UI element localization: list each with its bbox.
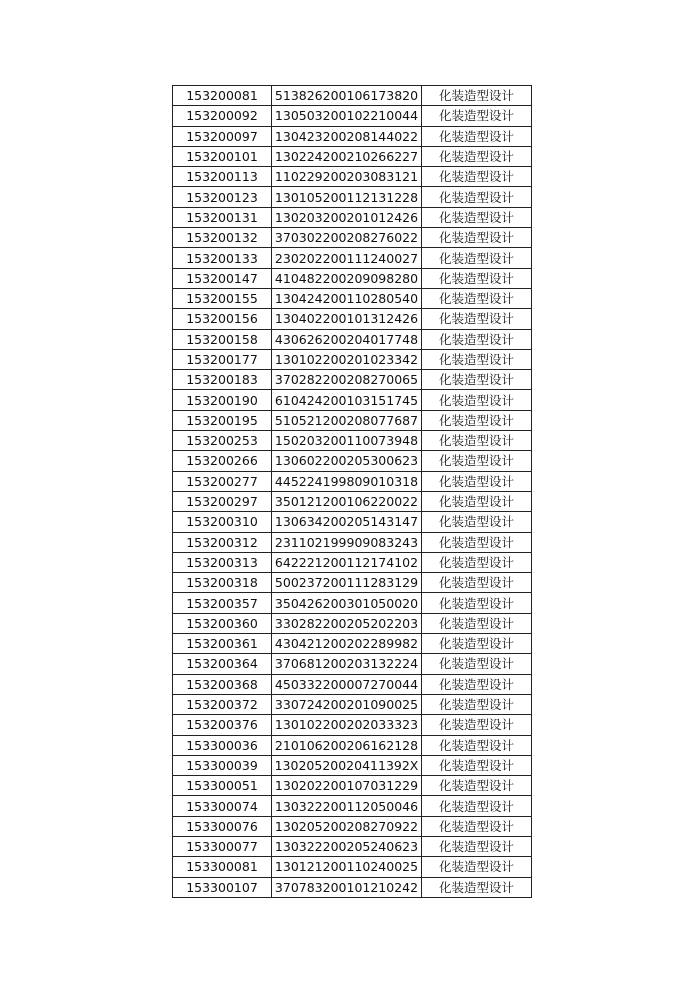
exam-number-cell: 153200372 — [173, 694, 272, 714]
table-row — [173, 207, 532, 227]
id-number-cell: 150203200110073948 — [272, 431, 422, 451]
id-number-cell: 350121200106220022 — [272, 491, 422, 511]
exam-number-cell: 153200360 — [173, 613, 272, 633]
major-cell: 化装造型设计 — [422, 390, 532, 410]
major-cell: 化装造型设计 — [422, 694, 532, 714]
table-row — [173, 288, 532, 308]
major-cell: 化装造型设计 — [422, 471, 532, 491]
major-cell: 化装造型设计 — [422, 431, 532, 451]
exam-number-cell: 153200101 — [173, 146, 272, 166]
table-row — [173, 715, 532, 735]
major-cell: 化装造型设计 — [422, 410, 532, 430]
major-cell: 化装造型设计 — [422, 329, 532, 349]
major-cell: 化装造型设计 — [422, 877, 532, 897]
major-cell: 化装造型设计 — [422, 674, 532, 694]
id-number-cell: 430421200202289982 — [272, 634, 422, 654]
exam-number-cell: 153200081 — [173, 86, 272, 106]
table-row — [173, 187, 532, 207]
table-row — [173, 370, 532, 390]
exam-number-cell: 153200297 — [173, 491, 272, 511]
table-row — [173, 410, 532, 430]
id-number-cell: 430626200204017748 — [272, 329, 422, 349]
id-number-cell: 130602200205300623 — [272, 451, 422, 471]
major-cell: 化装造型设计 — [422, 268, 532, 288]
table-row — [173, 613, 532, 633]
exam-number-cell: 153200183 — [173, 370, 272, 390]
id-number-cell: 130402200101312426 — [272, 309, 422, 329]
id-number-cell: 130322200112050046 — [272, 796, 422, 816]
table-row — [173, 593, 532, 613]
exam-number-cell: 153200147 — [173, 268, 272, 288]
exam-number-cell: 153200123 — [173, 187, 272, 207]
exam-number-cell: 153200195 — [173, 410, 272, 430]
major-cell: 化装造型设计 — [422, 593, 532, 613]
exam-number-cell: 153200277 — [173, 471, 272, 491]
exam-number-cell: 153200155 — [173, 288, 272, 308]
id-number-cell: 130224200210266227 — [272, 146, 422, 166]
table-row — [173, 634, 532, 654]
major-cell: 化装造型设计 — [422, 86, 532, 106]
major-cell: 化装造型设计 — [422, 613, 532, 633]
exam-number-cell: 153200132 — [173, 228, 272, 248]
exam-number-cell: 153200312 — [173, 532, 272, 552]
id-number-cell: 130102200202033323 — [272, 715, 422, 735]
exam-number-cell: 153300077 — [173, 836, 272, 856]
table-row — [173, 532, 532, 552]
table-row — [173, 857, 532, 877]
id-number-cell: 642221200112174102 — [272, 552, 422, 572]
exam-number-cell: 153200133 — [173, 248, 272, 268]
table-row — [173, 694, 532, 714]
table-row — [173, 228, 532, 248]
id-number-cell: 130423200208144022 — [272, 126, 422, 146]
table-row — [173, 573, 532, 593]
table-row — [173, 836, 532, 856]
major-cell: 化装造型设计 — [422, 187, 532, 207]
table-row — [173, 674, 532, 694]
id-number-cell: 330282200205202203 — [272, 613, 422, 633]
major-cell: 化装造型设计 — [422, 309, 532, 329]
major-cell: 化装造型设计 — [422, 207, 532, 227]
major-cell: 化装造型设计 — [422, 126, 532, 146]
major-cell: 化装造型设计 — [422, 796, 532, 816]
major-cell: 化装造型设计 — [422, 836, 532, 856]
major-cell: 化装造型设计 — [422, 167, 532, 187]
table-row — [173, 816, 532, 836]
exam-number-cell: 153200156 — [173, 309, 272, 329]
major-cell: 化装造型设计 — [422, 715, 532, 735]
major-cell: 化装造型设计 — [422, 573, 532, 593]
table-row — [173, 471, 532, 491]
table-row — [173, 106, 532, 126]
table-row — [173, 735, 532, 755]
roster-table-body — [173, 86, 532, 898]
major-cell: 化装造型设计 — [422, 248, 532, 268]
id-number-cell: 130424200110280540 — [272, 288, 422, 308]
major-cell: 化装造型设计 — [422, 349, 532, 369]
exam-number-cell: 153300039 — [173, 755, 272, 775]
table-row — [173, 776, 532, 796]
major-cell: 化装造型设计 — [422, 106, 532, 126]
exam-number-cell: 153200357 — [173, 593, 272, 613]
exam-number-cell: 153200310 — [173, 512, 272, 532]
exam-number-cell: 153200361 — [173, 634, 272, 654]
exam-number-cell: 153200092 — [173, 106, 272, 126]
id-number-cell: 130203200201012426 — [272, 207, 422, 227]
major-cell: 化装造型设计 — [422, 228, 532, 248]
major-cell: 化装造型设计 — [422, 491, 532, 511]
exam-number-cell: 153300036 — [173, 735, 272, 755]
exam-number-cell: 153200190 — [173, 390, 272, 410]
exam-number-cell: 153200253 — [173, 431, 272, 451]
document-page — [172, 85, 531, 898]
table-row — [173, 491, 532, 511]
major-cell: 化装造型设计 — [422, 816, 532, 836]
id-number-cell: 370282200208270065 — [272, 370, 422, 390]
id-number-cell: 130322200205240623 — [272, 836, 422, 856]
table-row — [173, 248, 532, 268]
table-row — [173, 512, 532, 532]
id-number-cell: 513826200106173820 — [272, 86, 422, 106]
major-cell: 化装造型设计 — [422, 654, 532, 674]
table-row — [173, 146, 532, 166]
table-row — [173, 877, 532, 897]
table-row — [173, 431, 532, 451]
id-number-cell: 610424200103151745 — [272, 390, 422, 410]
id-number-cell: 230202200111240027 — [272, 248, 422, 268]
table-row — [173, 349, 532, 369]
id-number-cell: 110229200203083121 — [272, 167, 422, 187]
id-number-cell: 130102200201023342 — [272, 349, 422, 369]
table-row — [173, 552, 532, 572]
exam-number-cell: 153200313 — [173, 552, 272, 572]
exam-number-cell: 153200158 — [173, 329, 272, 349]
id-number-cell: 130205200208270922 — [272, 816, 422, 836]
exam-number-cell: 153200364 — [173, 654, 272, 674]
table-row — [173, 86, 532, 106]
exam-number-cell: 153300076 — [173, 816, 272, 836]
major-cell: 化装造型设计 — [422, 532, 532, 552]
major-cell: 化装造型设计 — [422, 451, 532, 471]
major-cell: 化装造型设计 — [422, 370, 532, 390]
id-number-cell: 130105200112131228 — [272, 187, 422, 207]
exam-number-cell: 153200266 — [173, 451, 272, 471]
id-number-cell: 350426200301050020 — [272, 593, 422, 613]
table-row — [173, 126, 532, 146]
major-cell: 化装造型设计 — [422, 146, 532, 166]
exam-number-cell: 153200097 — [173, 126, 272, 146]
exam-number-cell: 153300081 — [173, 857, 272, 877]
major-cell: 化装造型设计 — [422, 857, 532, 877]
id-number-cell: 130121200110240025 — [272, 857, 422, 877]
exam-number-cell: 153300051 — [173, 776, 272, 796]
major-cell: 化装造型设计 — [422, 634, 532, 654]
id-number-cell: 130503200102210044 — [272, 106, 422, 126]
id-number-cell: 370681200203132224 — [272, 654, 422, 674]
id-number-cell: 13020520020411392X — [272, 755, 422, 775]
exam-number-cell: 153200368 — [173, 674, 272, 694]
table-row — [173, 329, 532, 349]
id-number-cell: 210106200206162128 — [272, 735, 422, 755]
id-number-cell: 410482200209098280 — [272, 268, 422, 288]
exam-number-cell: 153200177 — [173, 349, 272, 369]
exam-number-cell: 153200113 — [173, 167, 272, 187]
id-number-cell: 450332200007270044 — [272, 674, 422, 694]
exam-number-cell: 153300107 — [173, 877, 272, 897]
id-number-cell: 500237200111283129 — [272, 573, 422, 593]
major-cell: 化装造型设计 — [422, 552, 532, 572]
major-cell: 化装造型设计 — [422, 512, 532, 532]
table-row — [173, 796, 532, 816]
table-row — [173, 268, 532, 288]
major-cell: 化装造型设计 — [422, 776, 532, 796]
id-number-cell: 370302200208276022 — [272, 228, 422, 248]
table-row — [173, 755, 532, 775]
table-row — [173, 390, 532, 410]
id-number-cell: 130634200205143147 — [272, 512, 422, 532]
exam-number-cell: 153300074 — [173, 796, 272, 816]
table-row — [173, 309, 532, 329]
major-cell: 化装造型设计 — [422, 755, 532, 775]
major-cell: 化装造型设计 — [422, 735, 532, 755]
exam-number-cell: 153200376 — [173, 715, 272, 735]
exam-number-cell: 153200131 — [173, 207, 272, 227]
major-cell: 化装造型设计 — [422, 288, 532, 308]
table-row — [173, 167, 532, 187]
table-row — [173, 654, 532, 674]
id-number-cell: 130202200107031229 — [272, 776, 422, 796]
id-number-cell: 330724200201090025 — [272, 694, 422, 714]
id-number-cell: 231102199909083243 — [272, 532, 422, 552]
id-number-cell: 370783200101210242 — [272, 877, 422, 897]
table-row — [173, 451, 532, 471]
id-number-cell: 445224199809010318 — [272, 471, 422, 491]
roster-table — [172, 85, 532, 898]
exam-number-cell: 153200318 — [173, 573, 272, 593]
id-number-cell: 510521200208077687 — [272, 410, 422, 430]
